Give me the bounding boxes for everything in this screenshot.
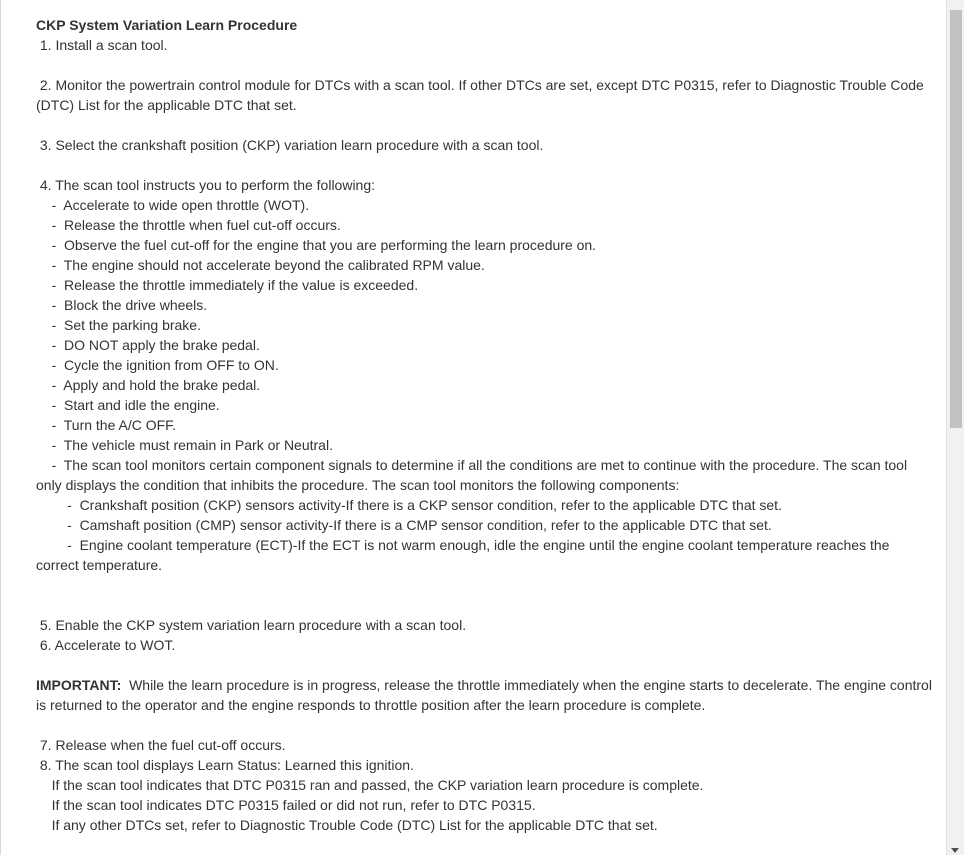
substep-line: - Release the throttle when fuel cut-off occurs. (36, 217, 341, 233)
component-line: - Engine coolant temperature (ECT)-If the ECT is not warm enough, idle the engine until the engine coolant temperature reaches the correct temperature. (36, 537, 894, 573)
step-line: 4. The scan tool instructs you to perform the following: (36, 177, 376, 193)
result-line: If any other DTCs set, refer to Diagnostic Trouble Code (DTC) List for the applicable DTC that set. (36, 817, 658, 833)
step-line: 6. Accelerate to WOT. (36, 637, 176, 653)
substep-line: - Accelerate to wide open throttle (WOT). (36, 197, 310, 213)
important-label: IMPORTANT: (36, 677, 122, 693)
page-title: CKP System Variation Learn Procedure (36, 17, 298, 33)
chevron-up-icon[interactable] (947, 0, 964, 8)
substep-line: - The engine should not accelerate beyond the calibrated RPM value. (36, 257, 485, 273)
vertical-scrollbar[interactable] (946, 0, 964, 855)
document-content (36, 15, 936, 835)
scrollbar-thumb[interactable] (950, 10, 962, 428)
substep-line: - Turn the A/C OFF. (36, 417, 177, 433)
spacer (36, 655, 936, 675)
chevron-down-icon[interactable] (951, 848, 959, 853)
substep-line: - Block the drive wheels. (36, 297, 208, 313)
substep-line: - Cycle the ignition from OFF to ON. (36, 357, 279, 373)
result-line: If the scan tool indicates DTC P0315 failed or did not run, refer to DTC P0315. (36, 797, 536, 813)
component-line: - Camshaft position (CMP) sensor activity-If there is a CMP sensor condition, refer to the applicable DTC that set. (36, 517, 772, 533)
substep-line: - The vehicle must remain in Park or Neutral. (36, 437, 333, 453)
substep-line: - Set the parking brake. (36, 317, 201, 333)
substep-line: - Start and idle the engine. (36, 397, 220, 413)
step-line: 3. Select the crankshaft position (CKP) variation learn procedure with a scan tool. (36, 137, 544, 153)
substep-line: - Release the throttle immediately if the value is exceeded. (36, 277, 419, 293)
step-line: 2. Monitor the powertrain control module for DTCs with a scan tool. If other DTCs are set, except DTC P0315, refer to Diagnostic Trouble Code (DTC) List for the applicable DTC that set. (36, 77, 928, 113)
spacer (36, 715, 936, 735)
step-line: 8. The scan tool displays Learn Status: Learned this ignition. (36, 757, 414, 773)
step-line: 7. Release when the fuel cut-off occurs. (36, 737, 286, 753)
step-line: 1. Install a scan tool. (36, 37, 168, 53)
important-note (36, 675, 936, 715)
substep-line: - Observe the fuel cut-off for the engine that you are performing the learn procedure on. (36, 237, 597, 253)
blank-line (36, 115, 936, 135)
result-line: If the scan tool indicates that DTC P0315 ran and passed, the CKP variation learn procedure is complete. (36, 777, 704, 793)
step-line: 5. Enable the CKP system variation learn procedure with a scan tool. (36, 617, 467, 633)
component-line: - Crankshaft position (CKP) sensors activity-If there is a CKP sensor condition, refer to the applicable DTC that set. (36, 497, 782, 513)
blank-line (36, 55, 936, 75)
substep-line: - The scan tool monitors certain component signals to determine if all the conditions are met to continue with the procedure. The scan tool only displays the condition that inhibits the procedure. The scan tool monitors the following components: (36, 457, 911, 493)
blank-line (36, 155, 936, 175)
important-text: While the learn procedure is in progress, release the throttle immediately when the engine starts to decelerate. The engine control is returned to the operator and the engine responds to throttle position after the learn procedure is complete. (36, 677, 936, 713)
spacer (36, 575, 936, 615)
substep-line: - DO NOT apply the brake pedal. (36, 337, 260, 353)
substep-line: - Apply and hold the brake pedal. (36, 377, 261, 393)
